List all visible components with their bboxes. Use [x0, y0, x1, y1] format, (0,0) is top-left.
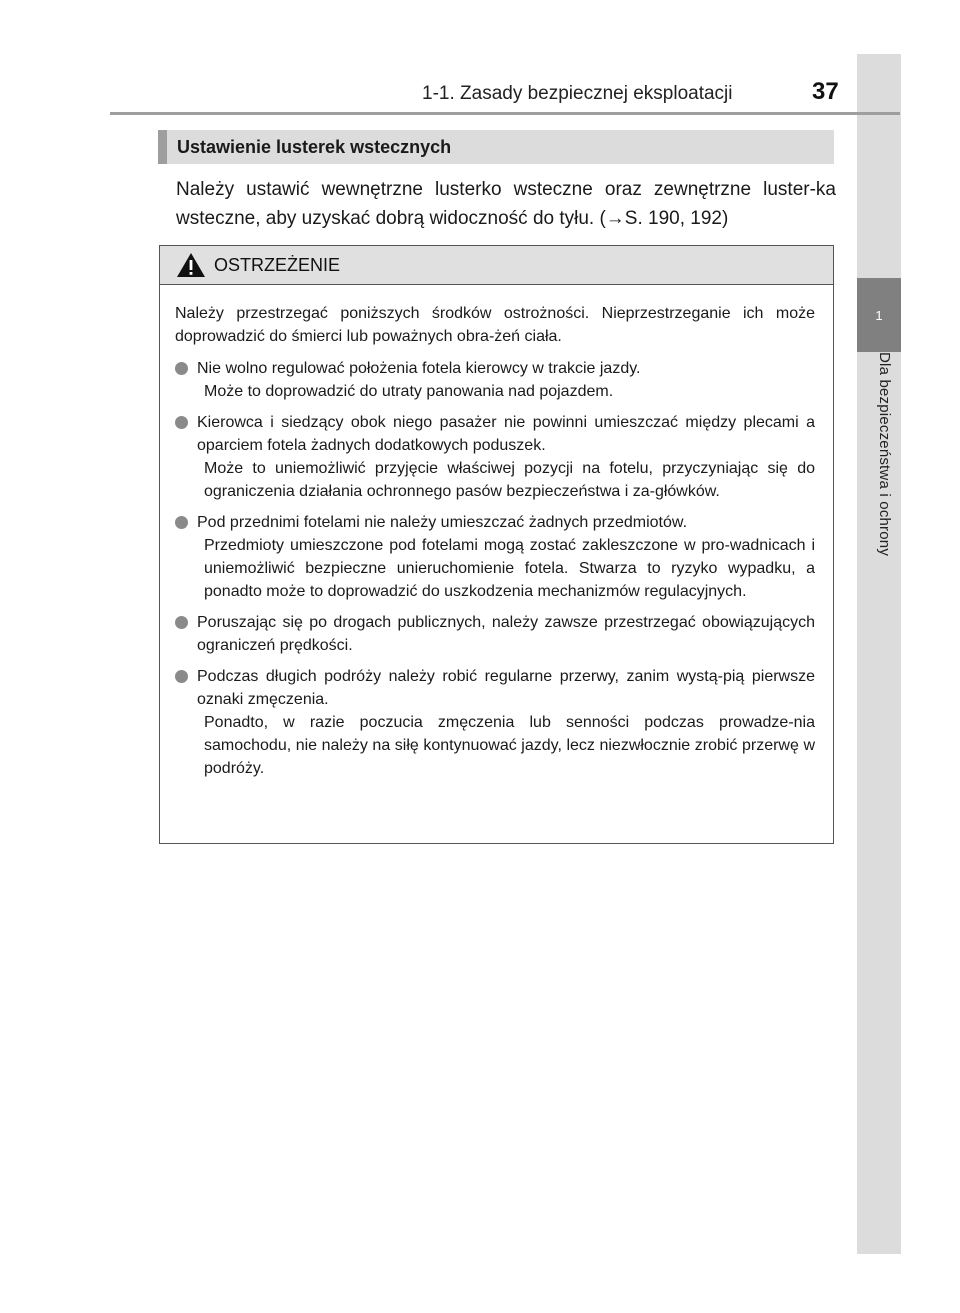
list-item [175, 357, 815, 403]
running-header: 1-1. Zasady bezpiecznej eksploatacji [422, 83, 733, 104]
warning-title: OSTRZEŻENIE [214, 254, 341, 275]
chapter-title: Dla bezpieczeństwa i ochrony [876, 352, 893, 557]
bullet-head: Nie wolno regulować położenia fotela kierowcy w trakcie jazdy. [197, 360, 641, 377]
bullet-head: Pod przednimi fotelami nie należy umieszczać żadnych przedmiotów. [197, 514, 688, 531]
intro-paragraph: Należy ustawić wewnętrzne lusterko wsteczne oraz zewnętrzne luster-ka wsteczne, aby uzyskać dobrą widoczność do tyłu. (→S. 190, 192) [176, 179, 836, 229]
warning-lead: Należy przestrzegać poniższych środków ostrożności. Nieprzestrzeganie ich może doprowadzić do śmierci lub poważnych obra-żeń ciała. [175, 305, 815, 345]
bullet-icon [175, 670, 188, 683]
chapter-number-tab[interactable]: 1 [857, 278, 901, 352]
list-item [175, 611, 815, 657]
bullet-icon [175, 516, 188, 529]
warning-body [175, 302, 815, 788]
list-item [175, 665, 815, 780]
warning-box [159, 245, 834, 844]
list-item [175, 511, 815, 603]
bullet-head: Poruszając się po drogach publicznych, należy zawsze przestrzegać obowiązujących ograniczeń prędkości. [197, 614, 815, 654]
warning-triangle-icon [176, 252, 206, 278]
section-heading: Ustawienie lusterek wstecznych [158, 130, 834, 164]
bullet-detail: Przedmioty umieszczone pod fotelami mogą zostać zakleszczone w pro-wadnicach i uniemożliwić bezpieczne unieruchomienie fotela. Stwarza to ryzyko wypadku, a ponadto może to doprowadzić do uszkodzenia mechanizmów regulacyjnych. [204, 537, 815, 600]
bullet-icon [175, 616, 188, 629]
list-item [175, 411, 815, 503]
bullet-icon [175, 362, 188, 375]
bullet-detail: Może to doprowadzić do utraty panowania nad pojazdem. [204, 383, 614, 400]
bullet-detail: Ponadto, w razie poczucia zmęczenia lub senności podczas prowadze-nia samochodu, nie należy na siłę kontynuować jazdy, lecz niezwłocznie zrobić przerwę w podróży. [204, 714, 815, 777]
bullet-detail: Może to uniemożliwić przyjęcie właściwej pozycji na fotelu, przyczyniając się do ograniczenia działania ochronnego pasów bezpieczeństwa i za-główków. [204, 460, 815, 500]
header-rule [110, 112, 900, 115]
page-number: 37 [812, 78, 839, 105]
bullet-head: Podczas długich podróży należy robić regularne przerwy, zanim wystą-pią pierwsze oznaki zmęczenia. [197, 668, 815, 708]
bullet-head: Kierowca i siedzący obok niego pasażer nie powinni umieszczać między plecami a oparciem fotela żadnych dodatkowych poduszek. [197, 414, 815, 454]
bullet-icon [175, 416, 188, 429]
side-tab [857, 54, 901, 1254]
warning-header [160, 246, 833, 285]
